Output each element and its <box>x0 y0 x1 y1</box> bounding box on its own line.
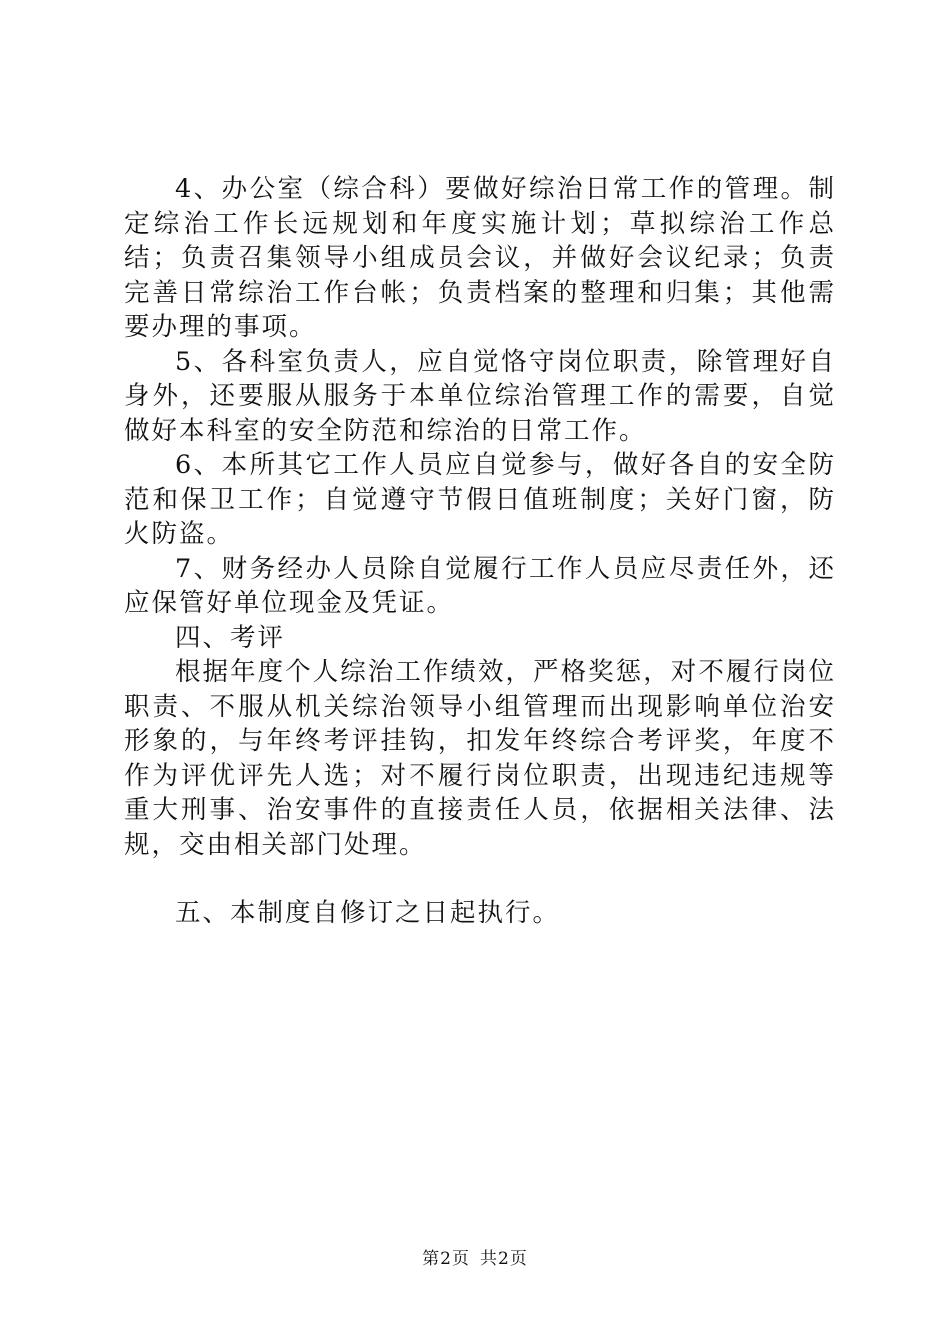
paragraph-effective-date: 五、本制度自修订之日起执行。 <box>175 898 561 928</box>
document-body <box>124 172 836 931</box>
paragraph-evaluation: 根据年度个人综治工作绩效，严格奖惩，对不履行岗位职责、不服从机关综治领导小组管理而出现影响单位治安形象的，与年终考评挂钩，扣发年终综合考评奖，年度不作为评优评先人选；对不履行岗位职责，出现违纪违规等重大刑事、治安事件的直接责任人员，依据相关法律、法规，交由相关部门处理。 <box>124 657 836 860</box>
page-footer <box>0 1244 950 1269</box>
paragraph-item-7: 7、财务经办人员除自觉履行工作人员应尽责任外，还应保管好单位现金及凭证。 <box>124 553 836 618</box>
page-total: 共2页 <box>480 1249 528 1269</box>
paragraph-item-4: 4、办公室（综合科）要做好综治日常工作的管理。制定综治工作长远规划和年度实施计划；草拟综治工作总结；负责召集领导小组成员会议，并做好会议纪录；负责完善日常综治工作台帐；负责档案的整理和归集；其他需要办理的事项。 <box>124 174 836 342</box>
paragraph-item-6: 6、本所其它工作人员应自觉参与，做好各自的安全防范和保卫工作；自觉遵守节假日值班制度；关好门窗，防火防盗。 <box>124 450 836 549</box>
paragraph-item-5: 5、各科室负责人，应自觉恪守岗位职责，除管理好自身外，还要服从服务于本单位综治管理工作的需要，自觉做好本科室的安全防范和综治的日常工作。 <box>124 346 836 446</box>
section-heading-evaluation: 四、考评 <box>175 622 286 653</box>
page-number: 第2页 <box>422 1249 470 1269</box>
